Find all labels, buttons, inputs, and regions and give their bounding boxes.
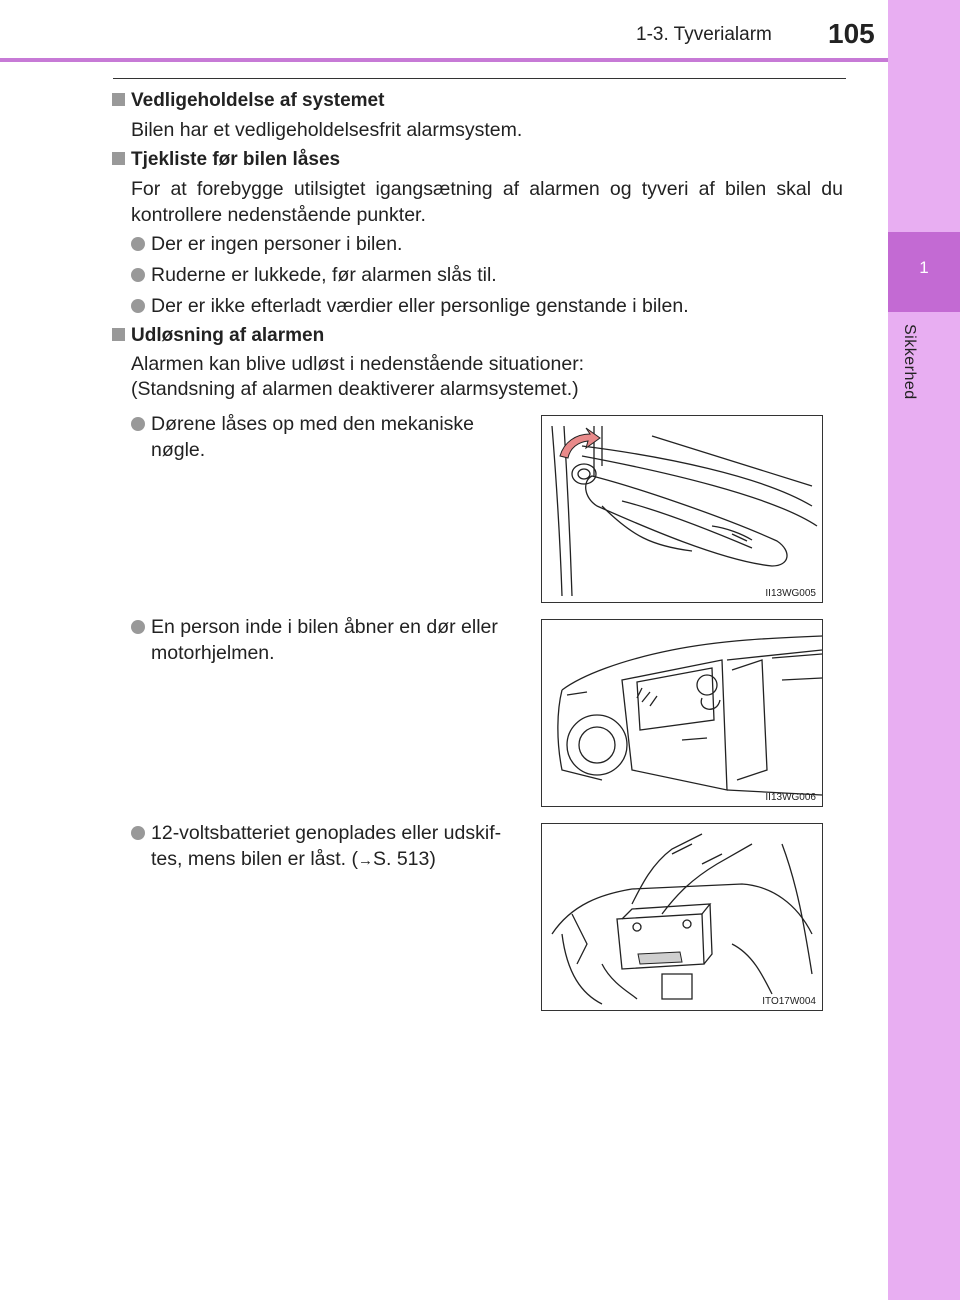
- chapter-number: 1: [919, 258, 929, 277]
- running-header-section: 1-3. Tyverialarm: [636, 24, 772, 45]
- list-item: Der er ingen personer i bilen.: [131, 231, 402, 257]
- figure-id: II13WG005: [765, 588, 816, 599]
- arrow-right-icon: →: [358, 852, 373, 869]
- bullet-dot-icon: [131, 299, 145, 313]
- section-paragraph-line: Alarmen kan blive udløst i nedenstående situationer:: [131, 353, 585, 375]
- section-paragraph: Bilen har et vedligeholdelsesfrit alarmsystem.: [131, 119, 523, 141]
- figure-person-opening-door: [541, 619, 823, 807]
- figure-id: ITO17W004: [762, 996, 816, 1007]
- chapter-sidebar: [888, 0, 960, 1300]
- figure-battery-replacement: [541, 823, 823, 1011]
- list-item: En person inde i bilen åbner en dør eller motorhjelmen.: [131, 614, 523, 666]
- car-door-illustration: [542, 620, 822, 806]
- list-item: Dørene låses op med den mekaniske nøgle.: [131, 411, 523, 463]
- door-handle-illustration: [542, 416, 822, 602]
- content-top-rule: [113, 78, 846, 79]
- header-rule: [0, 58, 888, 62]
- section-heading-text: Udløsning af alarmen: [131, 325, 325, 346]
- list-item: 12-voltsbatteriet genoplades eller udskif- tes, mens bilen er låst. (→S. 513): [131, 820, 523, 874]
- square-bullet-icon: [112, 152, 125, 165]
- square-bullet-icon: [112, 328, 125, 341]
- section-heading: [112, 325, 324, 347]
- bullet-dot-icon: [131, 620, 145, 634]
- bullet-dot-icon: [131, 268, 145, 282]
- section-heading: [112, 149, 340, 171]
- figure-id: II13WG006: [765, 792, 816, 803]
- section-heading: [112, 90, 384, 112]
- section-paragraph-line: (Standsning af alarmen deaktiverer alarmsystemet.): [131, 378, 579, 400]
- bullet-dot-icon: [131, 237, 145, 251]
- bullet-dot-icon: [131, 826, 145, 840]
- list-item: Der er ikke efterladt værdier eller personlige genstande i bilen.: [131, 293, 689, 319]
- chapter-title: Sikkerhed: [901, 324, 918, 400]
- figure-door-handle-key: [541, 415, 823, 603]
- chapter-tab[interactable]: [888, 232, 960, 312]
- section-paragraph: For at forebygge utilsigtet igangsætning af alarmen og tyveri af bilen skal du kontrollere nedenstående punkter.: [131, 178, 843, 226]
- battery-illustration: [542, 824, 822, 1010]
- bullet-dot-icon: [131, 417, 145, 431]
- list-item: Ruderne er lukkede, før alarmen slås til.: [131, 262, 497, 288]
- page-number: 105: [828, 18, 875, 49]
- square-bullet-icon: [112, 93, 125, 106]
- section-heading-text: Vedligeholdelse af systemet: [131, 90, 385, 111]
- section-heading-text: Tjekliste før bilen låses: [131, 149, 341, 170]
- page-reference-link[interactable]: S. 513): [373, 848, 436, 870]
